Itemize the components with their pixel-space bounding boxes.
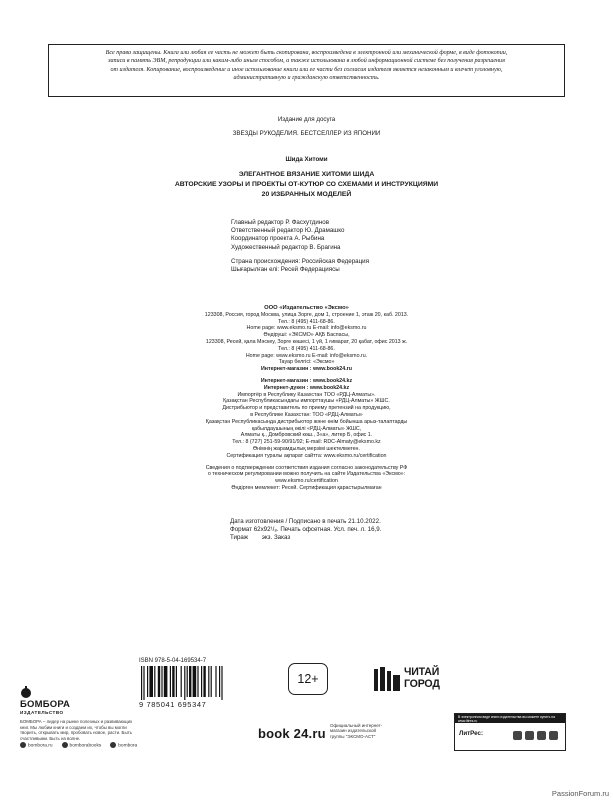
copyright-line: Все права защищены. Книга или любая ее часть не может быть скопирована, воспроизведена в электронной или механической форме, в виде фотокопии,: [105, 50, 508, 56]
barcode-bar: [176, 666, 177, 697]
barcode-bar: [149, 666, 153, 697]
barcode-bar: [203, 666, 205, 697]
barcode-bar: [184, 666, 185, 700]
isbn-number: ISBN 978-5-04-169534-7: [139, 658, 207, 664]
bombora-name: БОМБОРА: [20, 699, 71, 710]
credits: [231, 219, 345, 252]
barcode-bar: [193, 666, 197, 697]
publisher-line: Өндіруші: «ЭКСМО» АҚБ Баспасы,: [263, 332, 350, 339]
isbn-block: [139, 658, 235, 709]
book-title: ЭЛЕГАНТНОЕ ВЯЗАНИЕ ХИТОМИ ШИДА: [238, 171, 375, 178]
country-line: Шығарылған елі: Ресей Федерациясы: [231, 266, 340, 274]
barcode-bar: [211, 666, 212, 697]
windows-icon: [537, 731, 546, 740]
publisher-line: Тауар белгісі: «Эксмо»: [278, 359, 335, 366]
age-rating-badge: [288, 663, 328, 695]
publisher-line: Интернет-дүкен : www.book24.kz: [263, 384, 350, 391]
publisher-line: 123308, Россия, город Москва, улица Зорге, дом 1, строение 1, этаж 20, каб. 2013.: [204, 311, 409, 318]
copyright-notice: [48, 44, 565, 97]
print-line: Тираж экз. Заказ: [230, 534, 291, 542]
barcode-bar: [215, 666, 216, 697]
litres-block[interactable]: [454, 713, 566, 751]
vk-icon: [62, 742, 68, 748]
copyright-line: от издателя. Копирование, воспроизведение и иное использование книги или ее части без согласия издателя является незаконным и влечет уголовную,: [110, 66, 503, 73]
litres-name: ЛитРес:: [459, 730, 484, 737]
ean-number: 9 785041 695347: [139, 700, 207, 709]
android-icon: [525, 731, 534, 740]
publisher-line: Home page: www.eksmo.ru E-mail: info@eksmo.ru.: [245, 352, 368, 359]
country-line: Страна происхождения: Российская Федерация: [231, 258, 369, 265]
age-rating-label: 12+: [297, 672, 319, 686]
copyright-line: записи в память ЭВМ, репродукции или каким-либо иным способом, а также использована в любой информационной системе без получения разрешения: [108, 58, 505, 65]
barcode-bar: [181, 666, 182, 697]
print-info: [230, 518, 381, 543]
bombora-icon: [20, 686, 32, 698]
app-store-icons: [513, 731, 558, 740]
bombora-logo: [20, 686, 120, 715]
publisher-line: Сведения о подтверждении соответствия издания согласно законодательству РФ: [205, 464, 408, 471]
credit-line: Главный редактор Р. Фасхутдинов: [231, 219, 329, 226]
social-label: bombora.ru: [28, 743, 53, 749]
publisher-line: о техническом регулировании можно получить на сайте Издательства «Эксмо»:: [207, 471, 406, 478]
barcode-bar: [221, 666, 222, 700]
barcode-bar: [143, 666, 144, 700]
barcode-bar: [172, 666, 174, 697]
publisher-line: 123308, Ресей, қала Мәскеу, Зорге көшесі, 1 үй, 1 ғимарат, 20 қабат, офис 2013 ж.: [205, 338, 408, 345]
edition-type: Издание для досуга: [277, 116, 336, 123]
litres-notice: В электронном виде книги издательства вы можете купить на www.litres.ru: [455, 714, 565, 723]
social-vk[interactable]: [62, 742, 102, 748]
publisher-line: в Республике Казахстан: ТОО «РДЦ-Алматы»: [250, 411, 363, 418]
book-subtitle: АВТОРСКИЕ УЗОРЫ И ПРОЕКТЫ ОТ-КУТЮР СО СХЕМАМИ И ИНСТРУКЦИЯМИ: [174, 181, 439, 188]
chitai-gorod-icon: [374, 667, 401, 691]
barcode-bar: [219, 666, 220, 697]
publisher-line: Интернет-магазин : www.book24.ru: [261, 366, 352, 373]
author-name: Шида Хитоми: [285, 156, 328, 163]
barcode-bar: [187, 666, 188, 697]
publisher-line: Қазақстан Республикасындағы импорттаушы «РДЦ-Алматы» ЖШС.: [223, 398, 390, 405]
barcode-bar: [147, 666, 148, 697]
barcode-bar: [170, 666, 171, 697]
social-label: bombora: [118, 743, 138, 749]
chitai-line: ЧИТАЙ: [404, 666, 440, 678]
series-name: ЗВЕЗДЫ РУКОДЕЛИЯ. БЕСТСЕЛЛЕР ИЗ ЯПОНИИ: [232, 130, 381, 137]
publisher-line: Өндірген мемлекет: Ресей. Сертификация қарастырылмаған: [231, 484, 382, 491]
social-label: bomborabooks: [69, 743, 102, 749]
barcode-bar: [201, 666, 202, 697]
publisher-line: Импортёр в Республику Казахстан ТОО «РДЦ-Алматы».: [237, 391, 376, 398]
gorod-line: ГОРОД: [404, 678, 440, 690]
app-icon: [549, 731, 558, 740]
globe-icon: [20, 742, 26, 748]
publisher-line: Home page: www.eksmo.ru E-mail: info@eksmo.ru: [246, 325, 367, 332]
chitai-gorod-logo: [374, 666, 466, 692]
social-links: [20, 742, 137, 748]
publisher-line: Тел.: 8 (727) 251-59-90/91/92; E-mail: RDC-Almaty@eksmo.kz: [232, 439, 381, 446]
publisher-line: Интернет-магазин : www.book24.kz: [260, 377, 353, 384]
barcode-bar: [158, 666, 160, 697]
publisher-info: [120, 305, 493, 492]
barcode-bar: [154, 666, 155, 697]
bombora-description: БОМБОРА – лидер на рынке полезных и развивающих книг. Мы любим книги и создаем их, чтобы вы могли творить, открывать мир, пробовать новое, расти. Быть счастливыми. Быть на волне.: [20, 719, 133, 741]
credit-line: Ответственный редактор Ю. Драмашко: [231, 227, 345, 235]
credit-line: Художественный редактор В. Брагина: [231, 243, 341, 251]
publisher-line: қабылдаушының өкілі «РДЦ-Алматы» ЖШС,: [251, 425, 362, 432]
social-site[interactable]: [20, 742, 53, 748]
publisher-line: www.eksmo.ru/certification: [275, 478, 338, 485]
publisher-line: ООО «Издательство «Эксмо»: [264, 305, 349, 311]
publisher-line: Сертификация туралы ақпарат сайтта: www.eksmo.ru/certification: [226, 452, 387, 459]
watermark: PassionForum.ru: [551, 789, 609, 798]
chitai-gorod-text: [404, 666, 440, 690]
publisher-line: Тел.: 8 (495) 411-68-86.: [278, 318, 335, 325]
bombora-subtitle: ИЗДАТЕЛЬСТВО: [20, 710, 64, 715]
apple-icon: [513, 731, 522, 740]
social-telegram[interactable]: [110, 742, 137, 748]
book24-logo[interactable]: book 24.ru: [258, 726, 326, 741]
publisher-line: Тел.: 8 (495) 411-68-86.: [278, 345, 335, 352]
barcode-bar: [197, 666, 198, 697]
publisher-line: Алматы қ., Домбровский көш., 3«а», литер Б, офис 1.: [240, 432, 373, 439]
publisher-line: Өнімнің жарамдылық мерзімі шектелмеген.: [253, 445, 360, 452]
barcode-image: [139, 666, 235, 700]
barcode-bar: [141, 666, 142, 700]
print-line: Формат 62x92¹/₈. Печать офсетная. Усл. печ. л. 16,9.: [230, 526, 382, 534]
copyright-line: административную и гражданскую ответственность.: [233, 74, 380, 81]
book24-description: Официальный интернет-магазин издательской группы "ЭКСМО-АСТ": [330, 723, 383, 739]
models-count: 20 ИЗБРАННЫХ МОДЕЛЕЙ: [261, 191, 352, 198]
barcode-bar: [189, 666, 191, 697]
barcode-bar: [164, 666, 168, 697]
print-line: Дата изготовления / Подписано в печать 21.10.2022.: [230, 518, 381, 525]
publisher-line: Қазақстан Республикасында дистрибьютор және өнім бойынша арыз-талаптарды: [205, 418, 408, 425]
publisher-line: Дистрибьютор и представитель по приему претензий на продукцию,: [222, 405, 391, 412]
barcode-bar: [208, 666, 209, 697]
credit-line: Координатор проекта А. Рыбина: [231, 235, 325, 243]
barcode-bar: [161, 666, 162, 697]
telegram-icon: [110, 742, 116, 748]
country-of-origin: [231, 258, 369, 274]
